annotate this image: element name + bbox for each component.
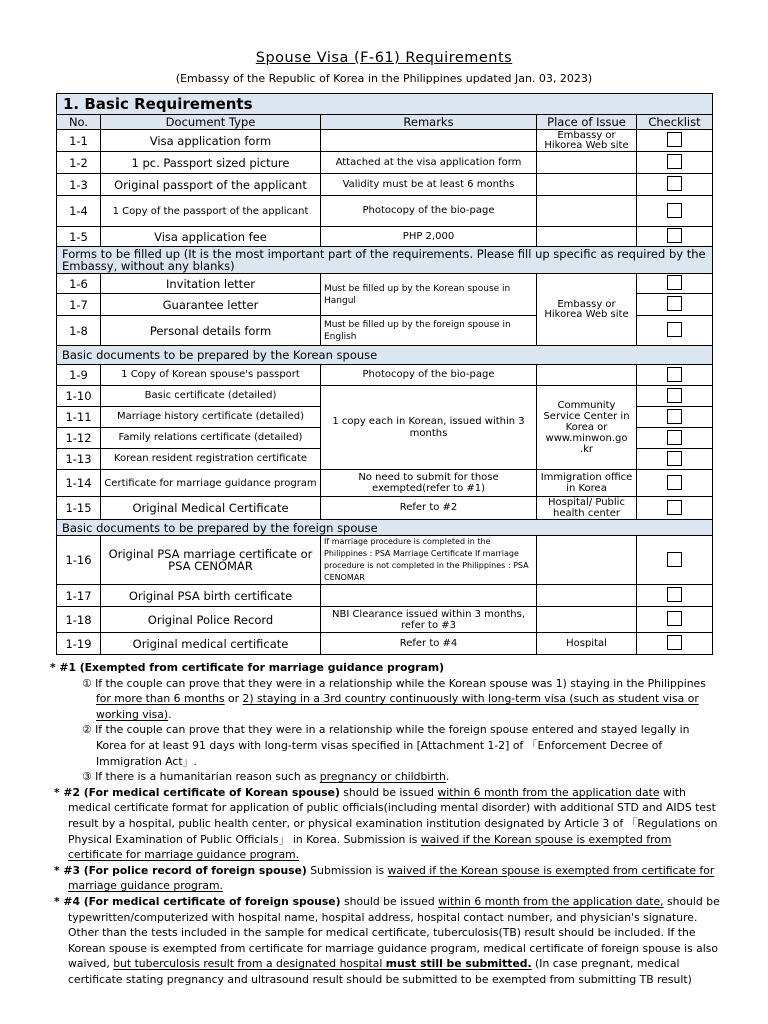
checklist-cell [637,365,713,386]
row-remarks: Refer to #4 [321,633,537,655]
checkbox[interactable] [667,296,682,311]
row-document: 1 pc. Passport sized picture [101,152,321,174]
checklist-cell [637,449,713,470]
checklist-cell [637,633,713,655]
checkbox[interactable] [667,552,682,567]
row-no: 1-2 [57,152,101,174]
note-1-a: ① If the couple can prove that they were in a relationship while the Korean spouse was 1) staying in the Philippines for more than 6 months or 2) staying in a 3rd country continuously with long-term visa (such as student visa or working visa). [82,676,706,721]
checklist-cell [637,196,713,227]
checkbox[interactable] [667,587,682,602]
header-place-of-issue: Place of Issue [537,115,637,130]
checklist-cell [637,152,713,174]
requirements-table [56,93,713,655]
table-row [57,585,713,607]
table-row [57,196,713,227]
row-no: 1-4 [57,196,101,227]
band-foreign-text: Basic documents to be prepared by the foreign spouse [57,520,713,536]
row-remarks [321,585,537,607]
row-place [537,196,637,227]
table-row [57,386,713,407]
row-place [537,227,637,247]
korean-place: Community Service Center in Korea or www.minwon.go .kr [537,386,637,470]
checkbox[interactable] [667,275,682,290]
row-place [537,152,637,174]
row-no: 1-8 [57,316,101,346]
row-remarks: Refer to #2 [321,497,537,520]
row-no: 1-16 [57,536,101,585]
note-4: * #4 (For medical certificate of foreign spouse) should be issued within 6 month from the application date, should be typewritten/computerized with hospital name, hospital address, hospital contact number, and physician's signature. Other than the tests included in the sample for medical certificate, tuberculosis(TB) result should be included. If the Korean spouse is exempted from certificate for marriage guidance program, medical certificate of foreign spouse is also waived, but tuberculosis result from a designated hospital must still be submitted. (In case pregnant, medical certificate stating pregnancy and ultrasound result should be submitted to be exempted from submitting TB result) [54,894,720,986]
forms-remark-korean: Must be filled up by the Korean spouse in Hangul [321,274,537,316]
checkbox[interactable] [667,132,682,147]
row-remarks: PHP 2,000 [321,227,537,247]
row-document: Certificate for marriage guidance program [101,470,321,497]
checkbox[interactable] [667,388,682,403]
row-document: Original Police Record [101,607,321,633]
table-row [57,227,713,247]
row-document: Guarantee letter [101,294,321,316]
row-no: 1-19 [57,633,101,655]
section-band-korean [57,346,713,365]
checklist-cell [637,585,713,607]
table-row [57,274,713,294]
table-row [57,607,713,633]
row-no: 1-13 [57,449,101,470]
checkbox[interactable] [667,367,682,382]
row-remarks: Photocopy of the bio-page [321,365,537,386]
row-document: Korean resident registration certificate [101,449,321,470]
checklist-cell [637,407,713,428]
checklist-cell [637,386,713,407]
row-remarks [321,130,537,152]
row-document: Invitation letter [101,274,321,294]
table-row [57,130,713,152]
checkbox[interactable] [667,176,682,191]
row-place: Immigration office in Korea [537,470,637,497]
table-row [57,174,713,196]
note-1-b: ② If the couple can prove that they were in a relationship while the foreign spouse entered and stayed legally in Korea for at least 91 days with long-term visas specified in [Attachment 1-2] of 「Enforcement Decree of Immigration Act」. [82,723,690,768]
note-2: * #2 (For medical certificate of Korean spouse) should be issued within 6 month from the application date with medical certificate format for application of public officials(including mental disorder) with additional STD and AIDS test result by a hospital, public health center, or physical examination institution designated by Article 3 of 「Regulations on Physical Examination of Public Officials」 in Korea. Submission is waived if the Korean spouse is exempted from certificate for marriage guidance program. [54,785,718,862]
row-no: 1-9 [57,365,101,386]
checklist-cell [637,428,713,449]
forms-place: Embassy or Hikorea Web site [537,274,637,346]
row-no: 1-12 [57,428,101,449]
checklist-cell [637,294,713,316]
table-row [57,470,713,497]
row-remarks: Validity must be at least 6 months [321,174,537,196]
checkbox[interactable] [667,228,682,243]
row-document: Original Medical Certificate [101,497,321,520]
table-row [57,633,713,655]
table-row [57,152,713,174]
checkbox[interactable] [667,611,682,626]
checkbox[interactable] [667,500,682,515]
checkbox[interactable] [667,203,682,218]
header-checklist: Checklist [637,115,713,130]
korean-remark: 1 copy each in Korean, issued within 3 months [321,386,537,470]
row-place [537,174,637,196]
row-place [537,607,637,633]
row-document: Basic certificate (detailed) [101,386,321,407]
row-no: 1-5 [57,227,101,247]
checklist-cell [637,130,713,152]
note-3: * #3 (For police record of foreign spouse) Submission is waived if the Korean spouse is exempted from certificate for marriage guidance program. [54,863,715,893]
checkbox[interactable] [667,430,682,445]
section-band-foreign [57,520,713,536]
checklist-cell [637,227,713,247]
row-no: 1-15 [57,497,101,520]
checkbox[interactable] [667,409,682,424]
header-document-type: Document Type [101,115,321,130]
checkbox[interactable] [667,451,682,466]
checklist-cell [637,274,713,294]
table-row [57,497,713,520]
checklist-cell [637,174,713,196]
checkbox[interactable] [667,322,682,337]
checklist-cell [637,536,713,585]
footnotes [50,660,720,987]
row-place [537,585,637,607]
row-remarks: Photocopy of the bio-page [321,196,537,227]
row-place [537,536,637,585]
row-place: Embassy or Hikorea Web site [537,130,637,152]
row-document: Original passport of the applicant [101,174,321,196]
row-no: 1-3 [57,174,101,196]
row-document: Visa application fee [101,227,321,247]
row-document: Original medical certificate [101,633,321,655]
band-korean-text: Basic documents to be prepared by the Korean spouse [57,346,713,365]
checkbox[interactable] [667,475,682,490]
row-document: Marriage history certificate (detailed) [101,407,321,428]
table-row [57,365,713,386]
row-no: 1-1 [57,130,101,152]
row-no: 1-18 [57,607,101,633]
row-no: 1-14 [57,470,101,497]
row-document: Original PSA birth certificate [101,585,321,607]
checkbox[interactable] [667,154,682,169]
row-place: Hospital/ Public health center [537,497,637,520]
checkbox[interactable] [667,635,682,650]
row-no: 1-7 [57,294,101,316]
checklist-cell [637,316,713,346]
row-document: Personal details form [101,316,321,346]
section-title: 1. Basic Requirements [57,94,713,115]
row-document: Family relations certificate (detailed) [101,428,321,449]
row-no: 1-10 [57,386,101,407]
document-subtitle: (Embassy of the Republic of Korea in the Philippines updated Jan. 03, 2023) [175,72,593,85]
row-document: 1 Copy of the passport of the applicant [101,196,321,227]
forms-remark-foreign: Must be filled up by the foreign spouse in English [321,316,537,346]
row-no: 1-17 [57,585,101,607]
note-1-c: ③ If there is a humanitarian reason such as pregnancy or childbirth. [82,770,450,784]
row-no: 1-6 [57,274,101,294]
checklist-cell [637,607,713,633]
header-remarks: Remarks [321,115,537,130]
row-remarks: Attached at the visa application form [321,152,537,174]
document-title: Spouse Visa (F-61) Requirements [255,50,513,66]
checklist-cell [637,470,713,497]
row-document: Original PSA marriage certificate or PSA CENOMAR [101,536,321,585]
row-document: 1 Copy of Korean spouse's passport [101,365,321,386]
row-remarks: If marriage procedure is completed in the Philippines : PSA Marriage Certificate If marriage procedure is not completed in the Philippines : PSA CENOMAR [321,536,537,585]
row-place: Hospital [537,633,637,655]
row-place [537,365,637,386]
header-no: No. [57,115,101,130]
row-remarks: No need to submit for those exempted(refer to #1) [321,470,537,497]
table-row [57,536,713,585]
row-document: Visa application form [101,130,321,152]
note-1-heading: * #1 (Exempted from certificate for marriage guidance program) [50,661,445,674]
table-header [57,115,713,130]
band-forms-text: Forms to be filled up (It is the most important part of the requirements. Please fill up specific as required by the Embassy, without any blanks) [57,247,713,274]
checklist-cell [637,497,713,520]
section-band-forms [57,247,713,274]
row-remarks: NBI Clearance issued within 3 months, refer to #3 [321,607,537,633]
row-no: 1-11 [57,407,101,428]
